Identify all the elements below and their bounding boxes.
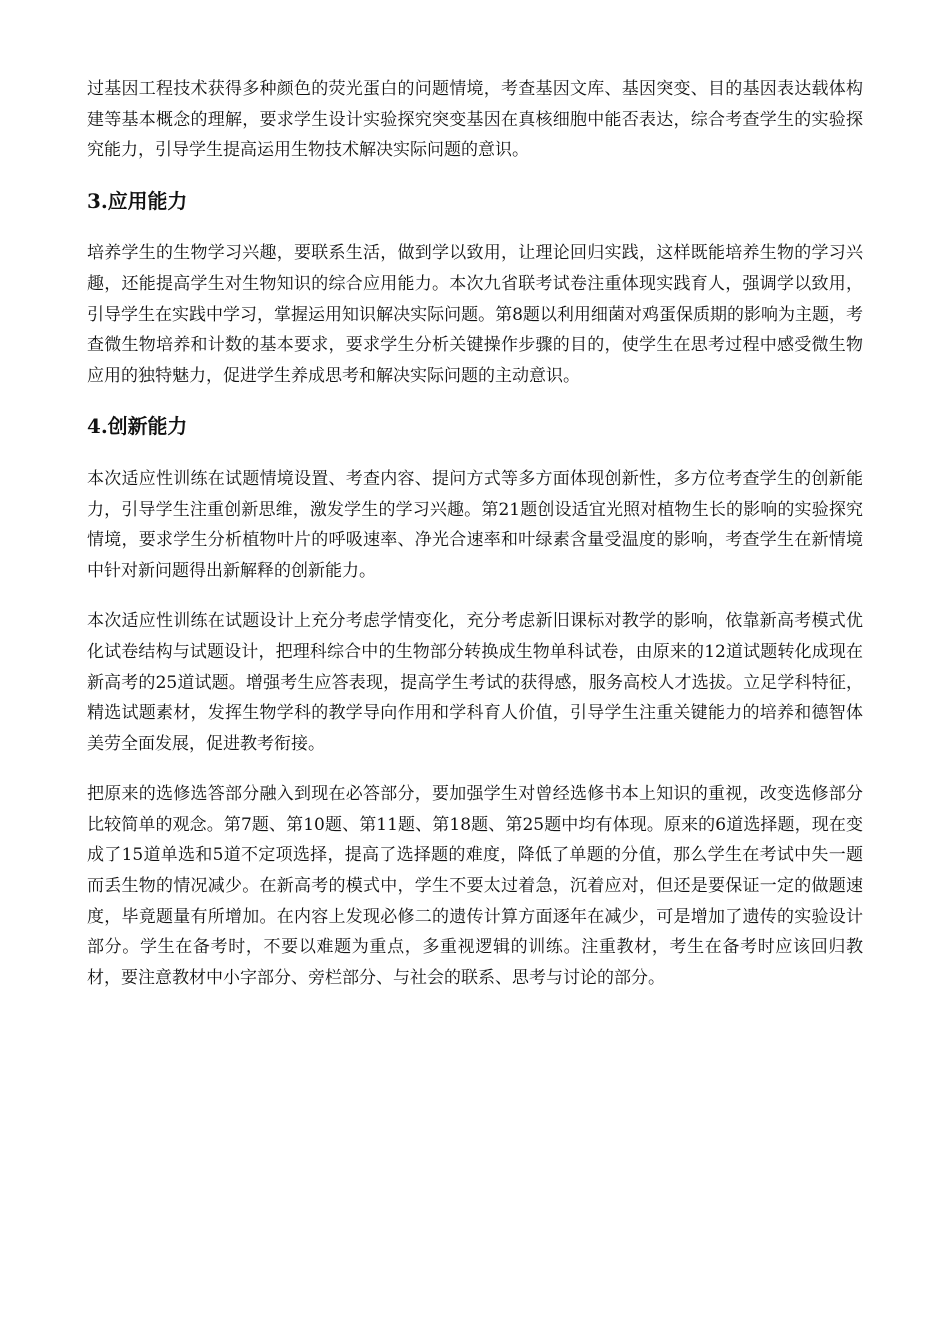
paragraph-innovation: 本次适应性训练在试题情境设置、考查内容、提问方式等多方面体现创新性，多方位考查学生的创新能力，引导学生注重创新思维，激发学生的学习兴趣。第21题创设适宜光照对植物生长的影响的实验探究情境，要求学生分析植物叶片的呼吸速率、净光合速率和叶绿素含量受温度的影响，考查学生在新情境中针对新问题得出新解释的创新能力。 xyxy=(87,468,863,581)
document-page xyxy=(87,74,863,1013)
paragraph-application: 培养学生的生物学习兴趣，要联系生活，做到学以致用，让理论回归实践，这样既能培养生物的学习兴趣，还能提高学生对生物知识的综合应用能力。本次九省联考试卷注重体现实践育人，强调学以致用，引导学生在实践中学习，掌握运用知识解决实际问题。第8题以利用细菌对鸡蛋保质期的影响为主题，考查微生物培养和计数的基本要求，要求学生分析关键操作步骤的目的，使学生在思考过程中感受微生物应用的独特魅力，促进学生养成思考和解决实际问题的主动意识。 xyxy=(87,243,863,386)
section-heading-application: 3.应用能力 xyxy=(87,188,188,213)
paragraph-test-design: 本次适应性训练在试题设计上充分考虑学情变化，充分考虑新旧课标对教学的影响，依靠新高考模式优化试卷结构与试题设计，把理科综合中的生物部分转换成生物单科试卷，由原来的12道试题转化成现在新高考的25道试题。增强考生应答表现，提高学生考试的获得感，服务高校人才选拔。立足学科特征，精选试题素材，发挥生物学科的教学导向作用和学科育人价值，引导学生注重关键能力的培养和德智体美劳全面发展，促进教考衔接。 xyxy=(87,611,863,754)
paragraph-exam-advice: 把原来的选修选答部分融入到现在必答部分，要加强学生对曾经选修书本上知识的重视，改变选修部分比较简单的观念。第7题、第10题、第11题、第18题、第25题中均有体现。原来的6道选择题，现在变成了15道单选和5道不定项选择，提高了选择题的难度，降低了单题的分值，那么学生在考试中失一题而丢生物的情况减少。在新高考的模式中，学生不要太过着急，沉着应对，但还是要保证一定的做题速度，毕竟题量有所增加。在内容上发现必修二的遗传计算方面逐年在减少，可是增加了遗传的实验设计部分。学生在备考时，不要以难题为重点，多重视逻辑的训练。注重教材，考生在备考时应该回归教材，要注意教材中小字部分、旁栏部分、与社会的联系、思考与讨论的部分。 xyxy=(87,784,863,988)
section-heading-innovation: 4.创新能力 xyxy=(87,414,188,439)
paragraph-intro-continued: 过基因工程技术获得多种颜色的荧光蛋白的问题情境，考查基因文库、基因突变、目的基因表达载体构建等基本概念的理解，要求学生设计实验探究突变基因在真核细胞中能否表达，综合考查学生的实验探究能力，引导学生提高运用生物技术解决实际问题的意识。 xyxy=(87,79,863,161)
